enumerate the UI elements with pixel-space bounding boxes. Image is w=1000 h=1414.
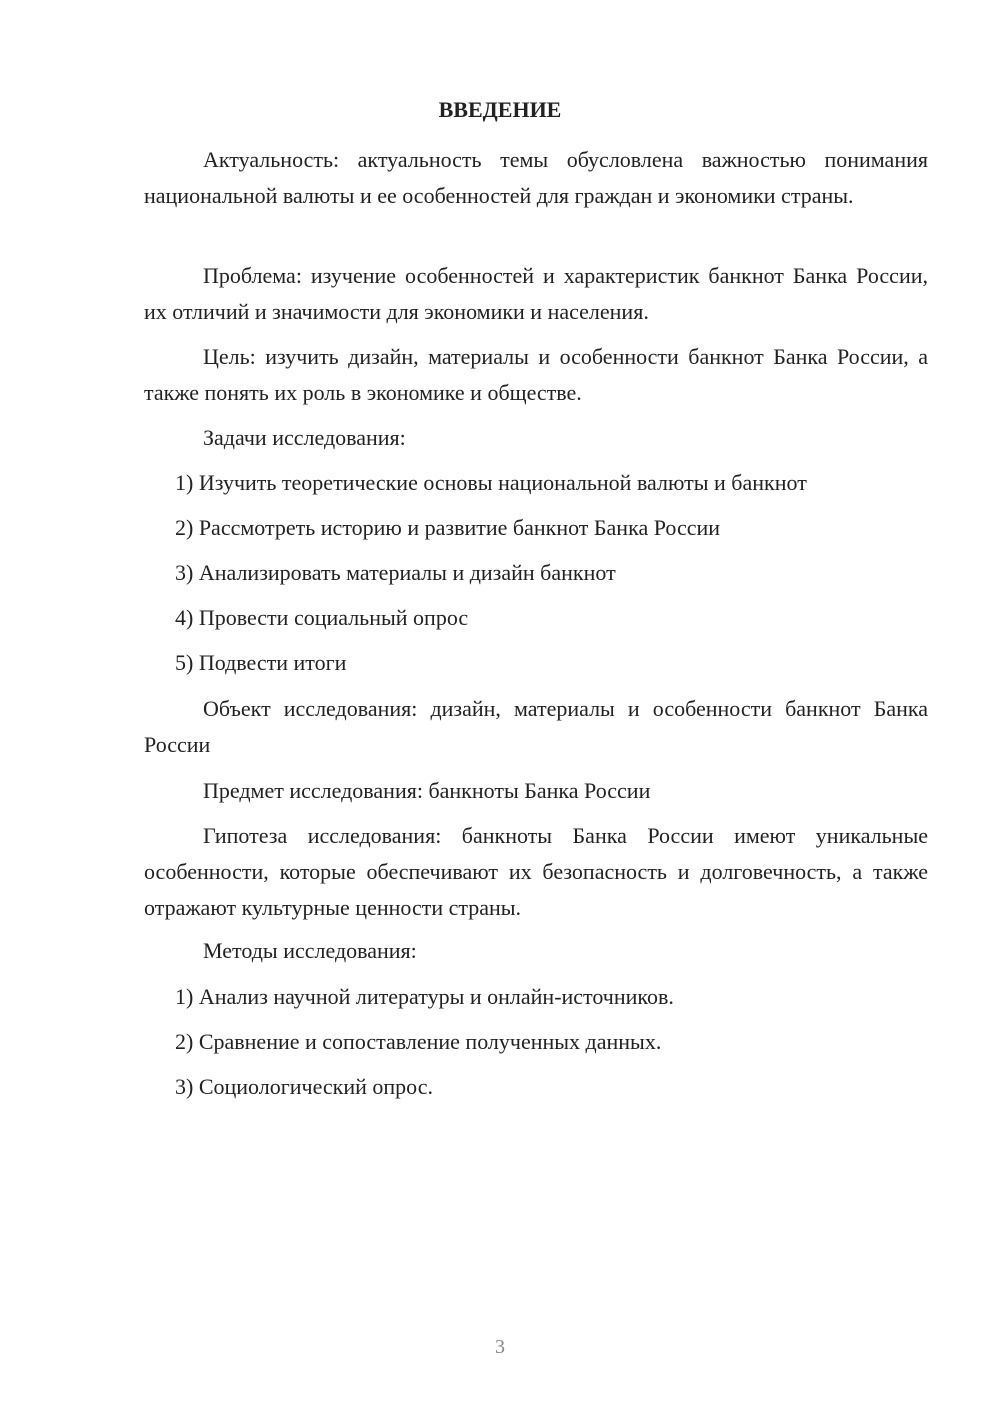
subject-line: Предмет исследования: банкноты Банка России	[203, 778, 651, 803]
relevance-paragraph: Актуальность: актуальность темы обусловлена важностью понимания национальной валюты и ее особенностей для граждан и экономики страны.	[144, 147, 928, 208]
section-heading: ВВЕДЕНИЕ	[438, 97, 562, 122]
task-item-2: 2) Рассмотреть историю и развитие банкнот Банка России	[175, 515, 721, 540]
object-paragraph: Объект исследования: дизайн, материалы и особенности банкнот Банка России	[144, 696, 928, 757]
task-item-5: 5) Подвести итоги	[175, 650, 347, 675]
goal-paragraph: Цель: изучить дизайн, материалы и особенности банкнот Банка России, а также понять их роль в экономике и обществе.	[144, 344, 928, 405]
task-item-3: 3) Анализировать материалы и дизайн банкнот	[175, 560, 616, 585]
page-number: 3	[495, 1336, 505, 1358]
task-item-4: 4) Провести социальный опрос	[175, 605, 469, 630]
method-item-1: 1) Анализ научной литературы и онлайн-источников.	[175, 984, 674, 1009]
tasks-label: Задачи исследования:	[203, 425, 406, 450]
hypothesis-paragraph: Гипотеза исследования: банкноты Банка России имеют уникальные особенности, которые обеспечивают их безопасность и долговечность, а также отражают культурные ценности страны.	[144, 823, 928, 920]
methods-label: Методы исследования:	[203, 938, 417, 963]
method-item-2: 2) Сравнение и сопоставление полученных данных.	[175, 1029, 662, 1054]
problem-paragraph: Проблема: изучение особенностей и характеристик банкнот Банка России, их отличий и значимости для экономики и населения.	[144, 263, 928, 324]
method-item-3: 3) Социологический опрос.	[175, 1074, 433, 1099]
task-item-1: 1) Изучить теоретические основы национальной валюты и банкнот	[175, 470, 807, 495]
